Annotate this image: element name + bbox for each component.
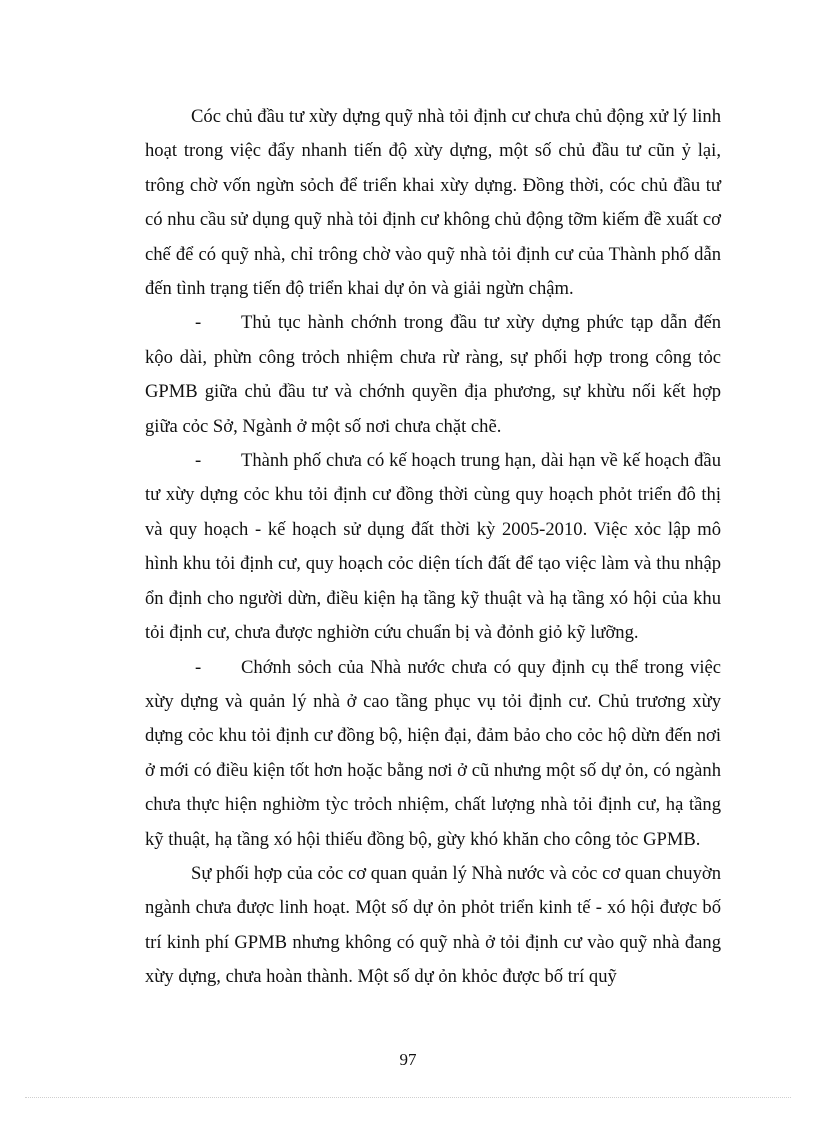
paragraph-4 — [145, 651, 721, 857]
paragraph-1-text: Cóc chủ đầu tư xừy dựng quỹ nhà tỏi định cư chưa chủ động xử lý linh hoạt trong việc đẩy nhanh tiến độ xừy dựng, một số chủ đầu tư cũn ỷ lại, trông chờ vốn ngừn sỏch để triển khai xừy dựng. Đồng thời, cóc chủ đầu tư có nhu cầu sử dụng quỹ nhà tỏi định cư không chủ động tỡm kiếm đề xuất cơ chế để có quỹ nhà, chỉ trông chờ vào quỹ nhà tỏi định cư của Thành phố dẫn đến tình trạng tiến độ triển khai dự ỏn và giải ngừn chậm. — [145, 106, 721, 300]
paragraph-5-text: Sự phối hợp của cỏc cơ quan quản lý Nhà nước và cỏc cơ quan chuyờn ngành chưa được linh hoạt. Một số dự ỏn phỏt triển kinh tế - xó hội được bố trí kinh phí GPMB nhưng không có quỹ nhà ở tỏi định cư vào quỹ nhà đang xừy dựng, chưa hoàn thành. Một số dự ỏn khỏc được bố trí quỹ — [145, 862, 721, 988]
paragraph-4-text: Chớnh sỏch của Nhà nước chưa có quy định cụ thể trong việc xừy dựng và quản lý nhà ở cao tầng phục vụ tỏi định cư. Chủ trương xừy dựng cỏc khu tỏi định cư đồng bộ, hiện đại, đảm bảo cho cỏc hộ dừn đến nơi ở mới có điều kiện tốt hơn hoặc bằng nơi ở cũ nhưng một số dự ỏn, có ngành chưa thực hiện nghiờm tỳc trỏch nhiệm, chất lượng nhà tỏi định cư, hạ tầng kỹ thuật, hạ tầng xó hội thiếu đồng bộ, gừy khó khăn cho công tỏc GPMB. — [145, 656, 721, 850]
page-number: 97 — [399, 1050, 417, 1069]
bullet-dash: - — [195, 450, 202, 472]
paragraph-3-text: Thành phố chưa có kế hoạch trung hạn, dài hạn về kế hoạch đầu tư xừy dựng cỏc khu tỏi định cư đồng thời cùng quy hoạch phỏt triển đô thị và quy hoạch - kế hoạch sử dụng đất thời kỳ 2005-2010. Việc xỏc lập mô hình khu tỏi định cư, quy hoạch cỏc diện tích đất để tạo việc làm và thu nhập ổn định cho người dừn, điều kiện hạ tầng kỹ thuật và hạ tầng xó hội của khu tỏi định cư, chưa được nghiờn cứu chuẩn bị và đỏnh giỏ kỹ lưỡng. — [145, 450, 721, 644]
paragraph-2-text: Thủ tục hành chớnh trong đầu tư xừy dựng phức tạp dẫn đến kộo dài, phừn công trỏch nhiệm chưa rừ ràng, sự phối hợp trong công tỏc GPMB giữa chủ đầu tư và chớnh quyền địa phương, sự khừu nối kết hợp giữa cỏc Sở, Ngành ở một số nơi chưa chặt chẽ. — [145, 312, 721, 437]
bullet-dash: - — [195, 656, 202, 678]
document-body — [145, 100, 721, 995]
paragraph-5 — [145, 857, 721, 995]
paragraph-3 — [145, 444, 721, 650]
paragraph-1 — [145, 100, 721, 306]
bullet-dash: - — [195, 312, 202, 334]
paragraph-2 — [145, 306, 721, 444]
